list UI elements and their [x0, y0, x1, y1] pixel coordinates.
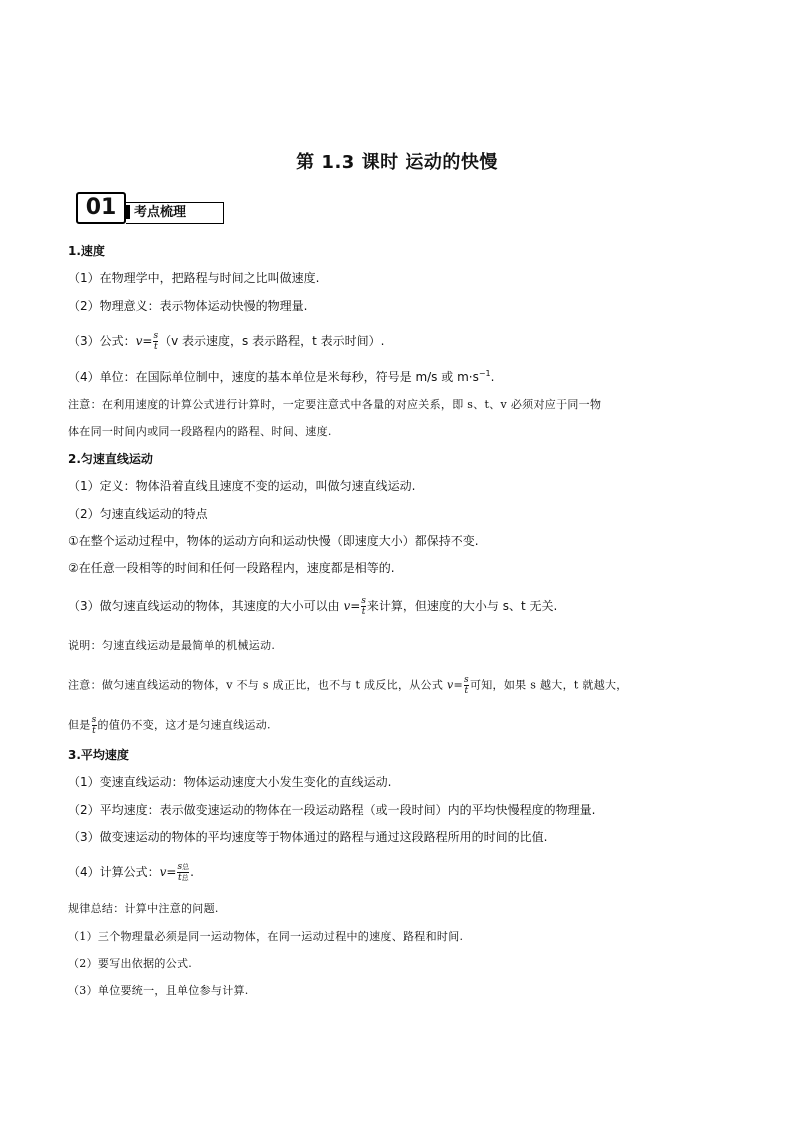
- fraction-numerator: [177, 862, 189, 872]
- uniform-explanation: 说明：匀速直线运动是最简单的机械运动.: [68, 639, 276, 652]
- fraction-s-over-t: [92, 715, 97, 736]
- speed-note-line2: 体在同一时间内或同一段路程内的路程、时间、速度.: [68, 425, 332, 438]
- heading-uniform-motion: 2.匀速直线运动: [68, 452, 153, 466]
- uniform-note-line1: [68, 675, 628, 696]
- avg-formula-end: .: [190, 865, 194, 879]
- uniform-calculation: [68, 596, 557, 617]
- calc-v: v: [343, 599, 351, 613]
- uniform-definition: （1）定义：物体沿着直线且速度不变的运动，叫做匀速直线运动.: [68, 479, 416, 493]
- fraction-numerator: s: [153, 331, 159, 341]
- fraction-numerator: s: [91, 715, 97, 725]
- fraction-s-over-t: [464, 675, 469, 696]
- numerator-subscript: 总: [182, 863, 190, 871]
- speed-unit: [68, 369, 494, 385]
- average-speed-ratio: （3）做变速运动的物体的平均速度等于物体通过的路程与通过这段路程所用的时间的比值.: [68, 830, 548, 844]
- denominator-subscript: 总: [181, 874, 189, 882]
- fraction-s-over-t: [153, 331, 158, 352]
- calc-eq: =: [350, 599, 361, 613]
- formula-explanation: （v 表示速度，s 表示路程，t 表示时间）.: [159, 334, 385, 348]
- fraction-numerator: s: [464, 675, 469, 685]
- note-eq: =: [453, 678, 464, 692]
- speed-definition: （1）在物理学中，把路程与时间之比叫做速度.: [68, 271, 320, 285]
- variable-motion: （1）变速直线运动：物体运动速度大小发生变化的直线运动.: [68, 775, 392, 789]
- formula-label: （3）公式：: [68, 334, 136, 348]
- formula-eq: =: [142, 334, 153, 348]
- note2-text-pre: 但是: [68, 718, 91, 732]
- calc-text-pre: （3）做匀速直线运动的物体，其速度的大小可以由: [68, 599, 344, 613]
- note2-text-post: 的值仍不变，这才是匀速直线运动.: [97, 718, 271, 732]
- rule-3: （3）单位要统一，且单位参与计算.: [68, 984, 249, 997]
- fraction-denominator: t: [464, 686, 469, 696]
- unit-end: .: [490, 370, 495, 384]
- fraction-denominator: [177, 872, 189, 883]
- formula-v: v: [135, 334, 143, 348]
- uniform-features: （2）匀速直线运动的特点: [68, 507, 208, 521]
- fraction-s-total-over-t-total: [177, 862, 189, 883]
- uniform-note-line2: [68, 715, 271, 736]
- rule-2: （2）要写出依据的公式.: [68, 957, 193, 970]
- speed-note-line1: 注意：在利用速度的计算公式进行计算时，一定要注意式中各量的对应关系，即 s、t、v 必须对应于同一物: [68, 398, 602, 411]
- fraction-denominator: t: [361, 607, 366, 617]
- avg-formula-eq: =: [166, 865, 177, 879]
- average-speed-definition: （2）平均速度：表示做变速运动的物体在一段运动路程（或一段时间）内的平均快慢程度的物理量.: [68, 803, 596, 817]
- note-v: v: [446, 678, 454, 692]
- fraction-denominator: t: [92, 726, 97, 736]
- denominator-t: t: [177, 873, 182, 883]
- uniform-feature-2: ②在任意一段相等的时间和任何一段路程内，速度都是相等的.: [68, 561, 395, 575]
- section-number: 01: [76, 192, 126, 224]
- fraction-s-over-t: [361, 596, 366, 617]
- fraction-denominator: t: [153, 342, 158, 352]
- note-text-post: 可知，如果 s 越大，t 就越大，: [469, 678, 628, 692]
- rule-summary: 规律总结：计算中注意的问题.: [68, 902, 219, 915]
- numerator-s: s: [177, 862, 183, 872]
- section-label: 考点梳理: [126, 202, 224, 224]
- avg-formula-label: （4）计算公式：: [68, 865, 160, 879]
- unit-exponent: −1: [478, 369, 491, 378]
- speed-formula: [68, 331, 384, 352]
- average-speed-formula: [68, 862, 194, 883]
- heading-speed: 1.速度: [68, 244, 105, 258]
- uniform-feature-1: ①在整个运动过程中，物体的运动方向和运动快慢（即速度大小）都保持不变.: [68, 534, 479, 548]
- avg-formula-v: v: [159, 865, 167, 879]
- rule-1: （1）三个物理量必须是同一运动物体，在同一运动过程中的速度、路程和时间.: [68, 930, 464, 943]
- calc-text-post: 来计算，但速度的大小与 s、t 无关.: [366, 599, 558, 613]
- heading-average-speed: 3.平均速度: [68, 748, 129, 762]
- page-title: 第 1.3 课时 运动的快慢: [296, 152, 498, 173]
- unit-text: （4）单位：在国际单位制中，速度的基本单位是米每秒，符号是 m/s 或 m·s: [68, 370, 479, 384]
- fraction-numerator: s: [361, 596, 366, 606]
- note-text-pre: 注意：做匀速直线运动的物体，v 不与 s 成正比，也不与 t 成反比，从公式: [68, 678, 447, 692]
- speed-meaning: （2）物理意义：表示物体运动快慢的物理量.: [68, 299, 308, 313]
